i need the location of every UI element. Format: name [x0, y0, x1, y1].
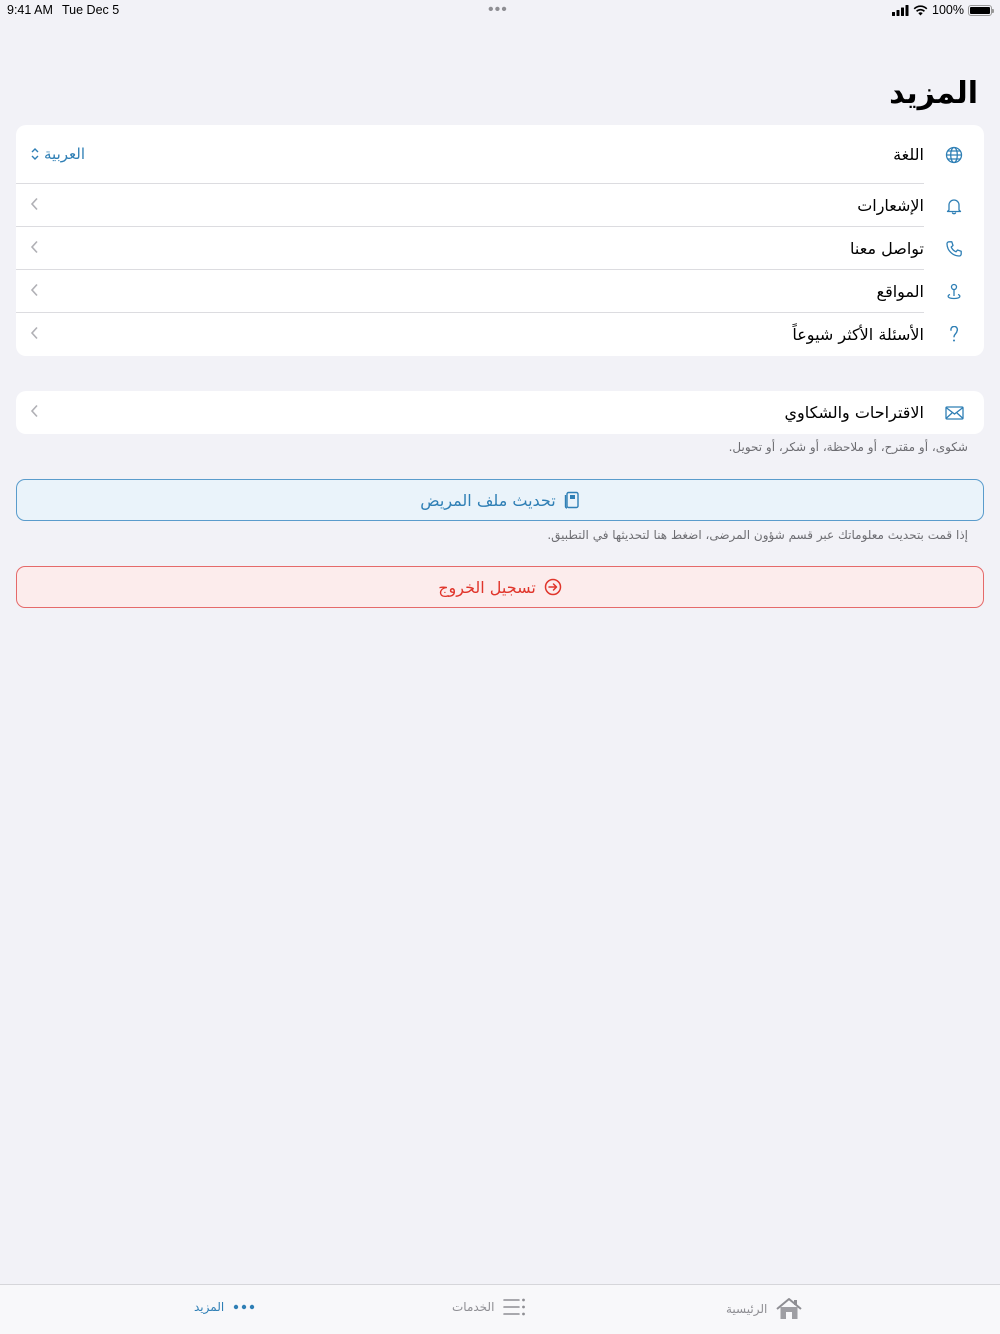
ellipsis-icon [232, 1297, 256, 1317]
tab-bar [0, 1284, 1000, 1334]
chevron-left-icon [30, 325, 39, 344]
locations-label: المواقع [876, 281, 924, 301]
globe-icon [945, 146, 963, 164]
notifications-label: الإشعارات [857, 195, 924, 215]
page-title: المزيد [889, 76, 978, 111]
tab-services-label: الخدمات [452, 1300, 495, 1314]
feedback-group [16, 391, 984, 434]
tab-more-label: المزيد [194, 1300, 225, 1314]
chevron-left-icon [30, 282, 39, 301]
language-label: اللغة [893, 144, 924, 164]
language-selector[interactable] [30, 145, 85, 163]
tab-home[interactable] [726, 1297, 803, 1321]
logout-button[interactable] [16, 566, 984, 608]
update-patient-profile-button[interactable] [16, 479, 984, 521]
settings-group [16, 125, 984, 356]
contact-row[interactable] [16, 227, 984, 270]
list-icon [502, 1297, 526, 1317]
locations-row[interactable] [16, 270, 984, 313]
feedback-row[interactable] [16, 391, 984, 434]
notifications-row[interactable] [16, 184, 984, 227]
language-row[interactable] [16, 125, 984, 184]
feedback-footnote: شكوى، أو مقترح، أو ملاحظة، أو شكر، أو تحويل. [728, 440, 968, 454]
chevron-left-icon [30, 196, 39, 215]
logout-label: تسجيل الخروج [438, 577, 536, 597]
language-value: العربية [44, 145, 85, 163]
chevron-left-icon [30, 239, 39, 258]
house-icon [775, 1297, 803, 1321]
bell-icon [945, 197, 963, 215]
update-profile-footnote: إذا قمت بتحديث معلوماتك عبر قسم شؤون المرضى، اضغط هنا لتحديثها في التطبيق. [547, 528, 968, 542]
envelope-icon [945, 406, 964, 420]
status-bar [0, 0, 1000, 22]
contact-label: تواصل معنا [850, 238, 924, 258]
status-time: 9:41 AM [7, 3, 53, 17]
question-mark-icon [947, 326, 961, 344]
battery-percent: 100% [932, 3, 964, 17]
status-date: Tue Dec 5 [62, 3, 120, 17]
tab-home-label: الرئيسية [726, 1302, 768, 1316]
wifi-icon [913, 5, 928, 16]
faq-label: الأسئلة الأكثر شيوعاً [792, 325, 924, 344]
feedback-label: الاقتراحات والشكاوي [784, 403, 924, 422]
phone-icon [945, 240, 963, 258]
cellular-signal-icon [892, 5, 909, 16]
document-icon [564, 491, 580, 509]
status-indicators [892, 3, 992, 17]
update-patient-profile-label: تحديث ملف المريض [420, 490, 556, 510]
battery-icon [968, 5, 992, 16]
chevron-left-icon [30, 403, 39, 422]
logout-arrow-icon [544, 578, 562, 596]
faq-row[interactable] [16, 313, 984, 356]
tab-more[interactable] [194, 1297, 256, 1317]
chevron-up-down-icon [30, 147, 40, 161]
multitasking-dots-icon[interactable]: ••• [488, 1, 508, 18]
tab-services[interactable] [452, 1297, 526, 1317]
location-pin-icon [945, 283, 963, 301]
